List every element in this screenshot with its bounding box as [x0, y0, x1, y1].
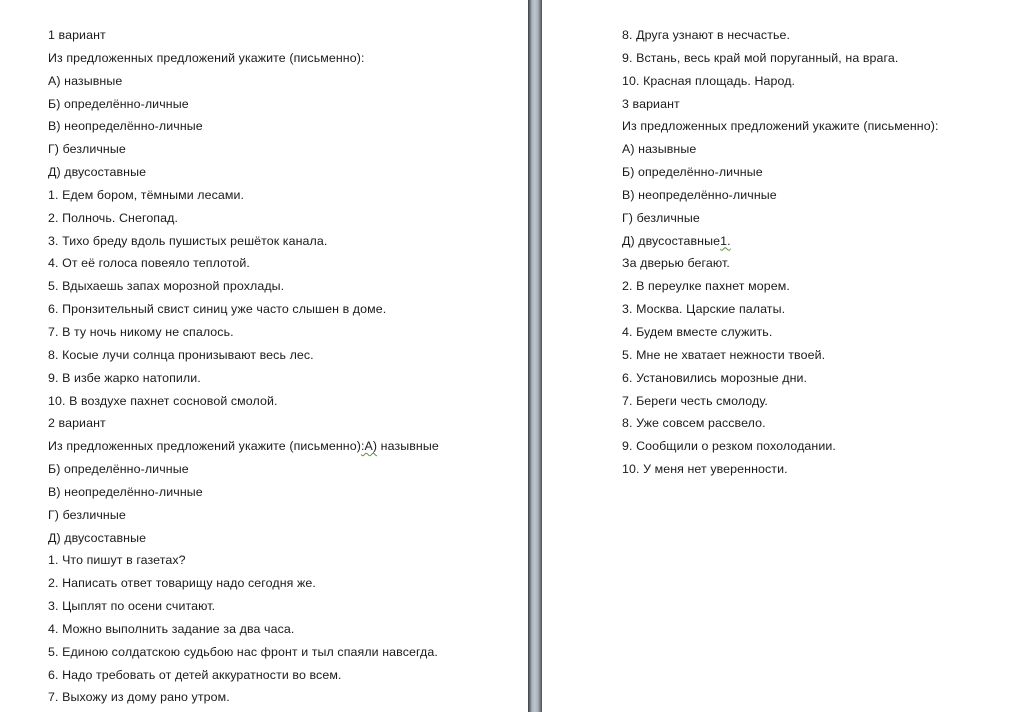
- document-page-right: [542, 0, 1034, 712]
- text-line: 3. Москва. Царские палаты.: [622, 302, 786, 317]
- text-line: 2. В переулке пахнет морем.: [622, 279, 790, 294]
- text-line: 6. Установились морозные дни.: [622, 370, 808, 385]
- text-line: 4. Можно выполнить задание за два часа.: [48, 621, 295, 636]
- text-line: 3 вариант: [622, 96, 680, 111]
- text-segment: Д) двусоставные: [622, 233, 721, 248]
- text-lines-right: [622, 27, 939, 484]
- text-line: 10. В воздухе пахнет сосновой смолой.: [48, 393, 278, 408]
- text-line: 2. Полночь. Снегопад.: [48, 210, 178, 225]
- text-line: 5. Вдыхаешь запах морозной прохлады.: [48, 279, 285, 294]
- grammar-check-squiggle: 1.: [720, 233, 731, 248]
- text-line: 8. Уже совсем рассвело.: [622, 416, 766, 431]
- text-line: 2. Написать ответ товарищу надо сегодня же.: [48, 576, 316, 591]
- text-line: Г) безличные: [48, 507, 126, 522]
- text-line: Г) безличные: [48, 142, 126, 157]
- text-line: Д) двусоставные: [48, 165, 147, 180]
- text-line: А) назывные: [48, 73, 123, 88]
- text-line: [48, 438, 439, 461]
- text-line: 5. Единою солдатскою судьбою нас фронт и тыл спаяли навсегда.: [48, 644, 438, 659]
- text-line: 3. Тихо бреду вдоль пушистых решёток канала.: [48, 233, 328, 248]
- text-line: 8. Косые лучи солнца пронизывают весь лес.: [48, 347, 314, 362]
- text-line: А) назывные: [622, 142, 697, 157]
- text-line: 9. Встань, весь край мой поруганный, на врага.: [622, 50, 899, 65]
- text-line: Д) двусоставные: [48, 530, 147, 545]
- text-segment: назывные: [377, 439, 439, 454]
- text-line: Б) определённо-личные: [48, 96, 189, 111]
- text-line: Б) определённо-личные: [622, 165, 763, 180]
- text-line: 5. Мне не хватает нежности твоей.: [622, 347, 826, 362]
- text-line: Из предложенных предложений укажите (письменно):: [622, 119, 939, 134]
- text-line: 7. Береги честь смолоду.: [622, 393, 768, 408]
- text-line: 9. В избе жарко натопили.: [48, 370, 201, 385]
- text-line: 4. Будем вместе служить.: [622, 324, 773, 339]
- grammar-check-squiggle: :А): [360, 439, 378, 454]
- text-line: В) неопределённо-личные: [48, 484, 203, 499]
- text-line: 10. Красная площадь. Народ.: [622, 73, 796, 88]
- text-line: В) неопределённо-личные: [48, 119, 203, 134]
- text-line: 10. У меня нет уверенности.: [622, 462, 788, 477]
- text-line: 4. От её голоса повеяло теплотой.: [48, 256, 250, 271]
- page-gutter-divider: [528, 0, 542, 712]
- text-line: 3. Цыплят по осени считают.: [48, 599, 216, 614]
- text-line: [622, 233, 939, 256]
- text-line: За дверью бегают.: [622, 256, 730, 271]
- text-segment: Из предложенных предложений укажите (письменно): [48, 439, 361, 454]
- text-line: 8. Друга узнают в несчастье.: [622, 28, 791, 42]
- text-line: 7. В ту ночь никому не спалось.: [48, 324, 234, 339]
- text-line: Из предложенных предложений укажите (письменно):: [48, 50, 365, 65]
- text-lines-left: [48, 27, 439, 712]
- text-line: 7. Выхожу из дому рано утром.: [48, 690, 230, 705]
- text-line: 1. Что пишут в газетах?: [48, 553, 186, 568]
- text-line: 9. Сообщили о резком похолодании.: [622, 439, 836, 454]
- text-line: 6. Пронзительный свист синиц уже часто слышен в доме.: [48, 302, 387, 317]
- text-line: 2 вариант: [48, 416, 106, 431]
- text-line: Г) безличные: [622, 210, 700, 225]
- text-line: Б) определённо-личные: [48, 462, 189, 477]
- text-line: 1 вариант: [48, 28, 106, 42]
- text-line: 6. Надо требовать от детей аккуратности во всем.: [48, 667, 342, 682]
- text-line: 1. Едем бором, тёмными лесами.: [48, 187, 245, 202]
- text-line: В) неопределённо-личные: [622, 187, 777, 202]
